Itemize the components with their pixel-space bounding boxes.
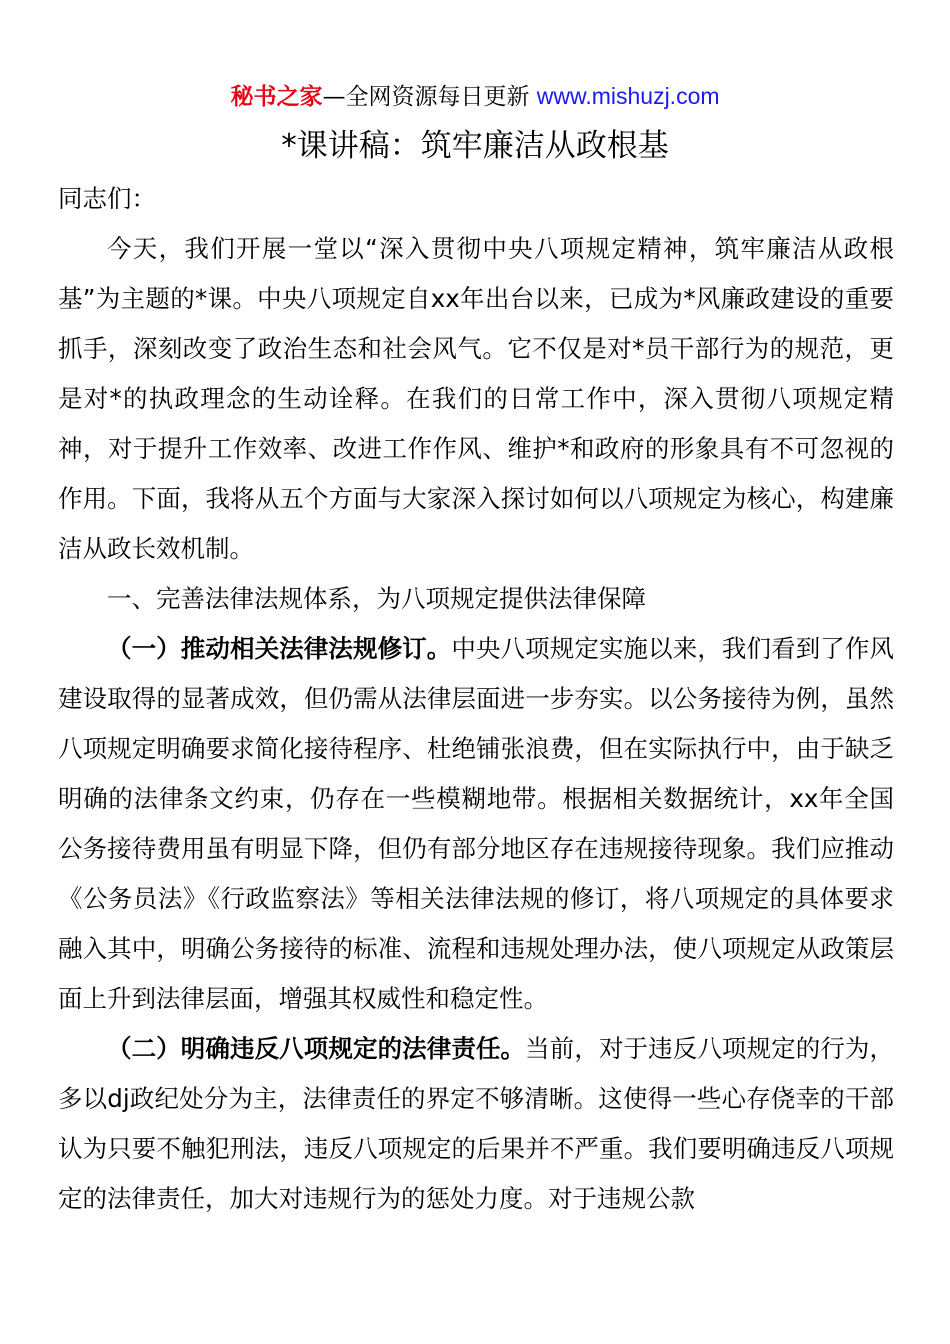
site-url-link[interactable]: www.mishuzj.com: [536, 83, 720, 109]
subsection-1-paragraph: [58, 624, 894, 1024]
intro-paragraph: 今天，我们开展一堂以“深入贯彻中央八项规定精神，筑牢廉洁从政根基”为主题的*课。中央八项规定自xx年出台以来，已成为*风廉政建设的重要抓手，深刻改变了政治生态和社会风气。它不仅是对*员干部行为的规范，更是对*的执政理念的生动诠释。在我们的日常工作中，深入贯彻八项规定精神，对于提升工作效率、改进工作作风、维护*和政府的形象具有不可忽视的作用。下面，我将从五个方面与大家深入探讨如何以八项规定为核心，构建廉洁从政长效机制。: [58, 234, 894, 563]
brand-name: 秘书之家: [230, 84, 323, 110]
subsection-2-paragraph: [58, 1024, 894, 1224]
subsection-2-text: 当前，对于违反八项规定的行为，多以dj政纪处分为主，法律责任的界定不够清晰。这使得一些心存侥幸的干部认为只要不触犯刑法，违反八项规定的后果并不严重。我们要明确违反八项规定的法律责任，加大对违规行为的惩处力度。对于违规公款: [58, 1034, 895, 1213]
subsection-2-lead: （二）明确违反八项规定的法律责任。: [107, 1034, 526, 1063]
site-header: [0, 80, 950, 113]
subsection-1-text: 中央八项规定实施以来，我们看到了作风建设取得的显著成效，但仍需从法律层面进一步夯实。以公务接待为例，虽然八项规定明确要求简化接待程序、杜绝铺张浪费，但在实际执行中，由于缺乏明确的法律条文约束，仍存在一些模糊地带。根据相关数据统计，xx年全国公务接待费用虽有明显下降，但仍有部分地区存在违规接待现象。我们应推动《公务员法》《行政监察法》等相关法律法规的修订，将八项规定的具体要求融入其中，明确公务接待的标准、流程和违规处理办法，使八项规定从政策层面上升到法律层面，增强其权威性和稳定性。: [58, 634, 895, 1013]
document-body: [58, 174, 894, 1224]
salutation: 同志们：: [58, 184, 156, 213]
section-1-heading: 一、完善法律法规体系，为八项规定提供法律保障: [107, 584, 646, 613]
subsection-1-lead: （一）推动相关法律法规修订。: [107, 634, 452, 663]
header-tagline: —全网资源每日更新: [322, 84, 537, 110]
document-title: *课讲稿：筑牢廉洁从政根基: [281, 128, 669, 164]
